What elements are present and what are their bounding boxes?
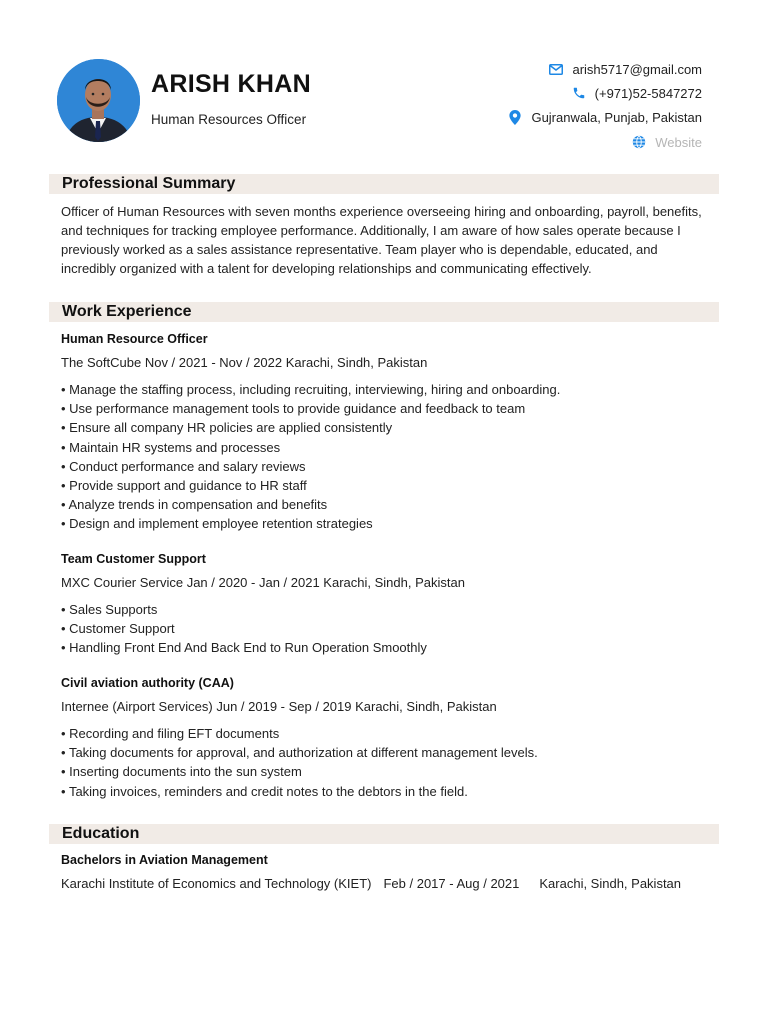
website-link[interactable]: Website [655, 134, 702, 150]
job-bullet: • Provide support and guidance to HR staff [61, 477, 721, 496]
contact-block [507, 57, 702, 154]
education-heading: Education [62, 825, 140, 842]
job-meta: The SoftCube Nov / 2021 - Nov / 2022 Karachi, Sindh, Pakistan [61, 355, 428, 370]
work-heading: Work Experience [62, 303, 192, 320]
job-bullets [61, 725, 721, 802]
job-bullet: • Taking documents for approval, and authorization at different management levels. [61, 744, 721, 763]
education-dates: Feb / 2017 - Aug / 2021 [383, 876, 520, 891]
education-section-header [49, 824, 719, 844]
job-bullets [61, 601, 721, 659]
job-entry [61, 331, 721, 535]
job-bullets [61, 381, 721, 535]
website-row[interactable] [507, 130, 702, 154]
job-bullet: • Handling Front End And Back End to Run Operation Smoothly [61, 639, 721, 658]
job-bullet: • Inserting documents into the sun system [61, 763, 721, 782]
education-location: Karachi, Sindh, Pakistan [539, 876, 682, 891]
institution: Karachi Institute of Economics and Technology (KIET) [61, 876, 372, 891]
job-bullet: • Conduct performance and salary reviews [61, 458, 721, 477]
job-role: Civil aviation authority (CAA) [61, 676, 234, 690]
email-text[interactable]: arish5717@gmail.com [572, 61, 702, 77]
location-text: Gujranwala, Punjab, Pakistan [531, 110, 702, 126]
education-entry [61, 852, 681, 891]
phone-row[interactable] [507, 81, 702, 105]
job-bullet: • Manage the staffing process, including recruiting, interviewing, hiring and onboarding. [61, 381, 721, 400]
education-meta [61, 876, 681, 891]
job-bullet: • Taking invoices, reminders and credit notes to the debtors in the field. [61, 783, 721, 802]
summary-heading: Professional Summary [62, 175, 236, 192]
job-role: Human Resource Officer [61, 332, 208, 346]
job-entry [61, 675, 721, 802]
summary-section-header [49, 174, 719, 194]
phone-text[interactable]: (+971)52-5847272 [594, 85, 702, 101]
job-entry [61, 551, 721, 659]
job-bullet: • Analyze trends in compensation and benefits [61, 496, 721, 515]
map-pin-icon [507, 110, 523, 126]
work-section-header [49, 302, 719, 322]
profile-photo [57, 59, 140, 142]
job-bullet: • Sales Supports [61, 601, 721, 620]
globe-icon [631, 134, 647, 150]
candidate-title: Human Resources Officer [151, 112, 307, 127]
job-meta: MXC Courier Service Jan / 2020 - Jan / 2021 Karachi, Sindh, Pakistan [61, 575, 465, 590]
summary-text: Officer of Human Resources with seven months experience overseeing hiring and onboarding, payroll, benefits, and techniques for tracking employee performance. Additionally, I am aware of how sales operate because I previously worked as a sales assistance representative. Team player who is dependable, educated, and incredibly organized with a talent for developing relationships and communicating effectively. [61, 204, 702, 276]
job-bullet: • Recording and filing EFT documents [61, 725, 721, 744]
location-row [507, 106, 702, 130]
job-role: Team Customer Support [61, 552, 206, 566]
job-bullet: • Use performance management tools to provide guidance and feedback to team [61, 400, 721, 419]
job-bullet: • Customer Support [61, 620, 721, 639]
job-bullet: • Design and implement employee retention strategies [61, 515, 721, 534]
job-bullet: • Maintain HR systems and processes [61, 439, 721, 458]
phone-icon [571, 85, 587, 101]
candidate-name: ARISH KHAN [151, 70, 311, 98]
envelope-icon [548, 61, 564, 77]
job-bullet: • Ensure all company HR policies are applied consistently [61, 419, 721, 438]
email-row[interactable] [507, 57, 702, 81]
degree: Bachelors in Aviation Management [61, 853, 268, 867]
job-meta: Internee (Airport Services) Jun / 2019 - Sep / 2019 Karachi, Sindh, Pakistan [61, 699, 497, 714]
